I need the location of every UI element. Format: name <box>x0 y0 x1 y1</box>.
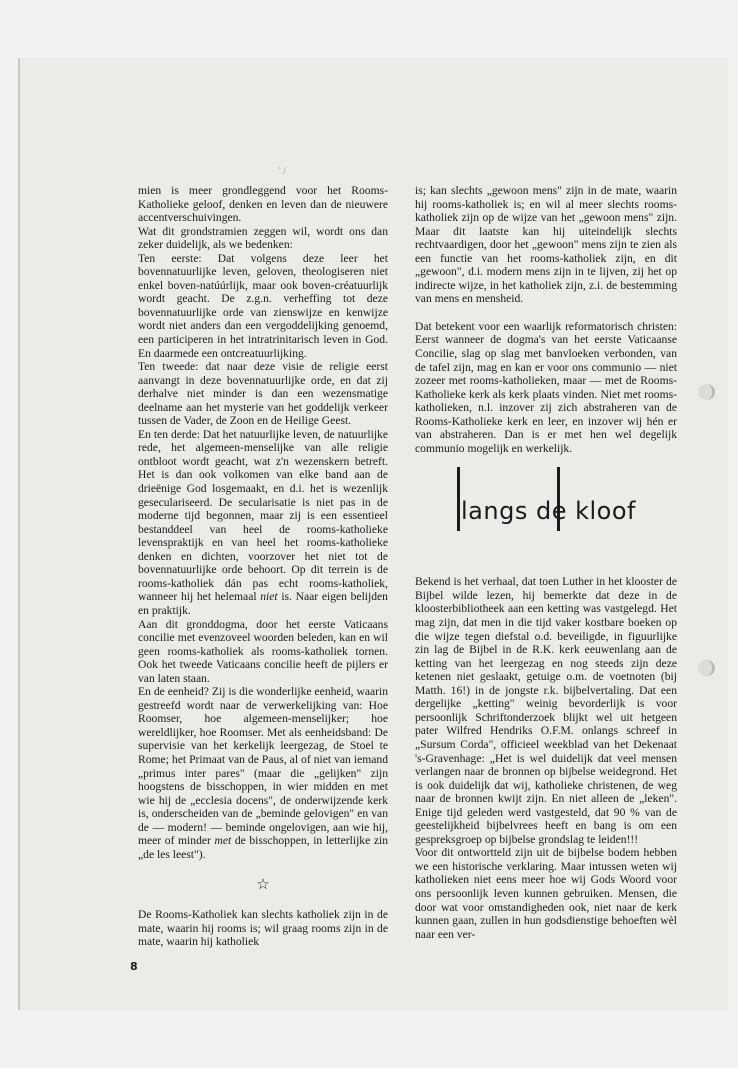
paragraph-text: is. Naar eigen belijden en praktijk. <box>138 590 388 617</box>
paragraph: De Rooms-Katholiek kan slechts katholiek zijn in de mate, waarin hij rooms is; wil graag rooms zijn in de mate, waarin hij katholiek <box>138 908 388 949</box>
paragraph: Aan dit gronddogma, door het eerste Vaticaans concilie met evenzoveel woorden beleden, kan en wil geen rooms-katholiek als rooms-katholiek tornen. Ook het tweede Vaticaans concilie heeft de pijlers er van laten staan. <box>138 617 388 685</box>
paragraph: mien is meer grondleggend voor het Rooms-Katholieke geloof, denken en leven dan de nieuwere accentverschuivingen. <box>138 184 388 225</box>
paragraph <box>138 685 388 861</box>
paragraph-text: En ten derde: Dat het natuurlijke leven, de natuurlijke rede, het algemeen-menselijke van alle religie ontbloot wordt geacht, wat z'n wezenskern betreft. Het is dan ook volkomen van elke band aan de drieënige God losgemaakt, en d.i. het is wezenlijk geseculariseerd. De secularisatie is niet pas in de moderne tijd begonnen, maar zij is een essentieel bestanddeel van heel de rooms-katholieke levenspraktijk en van heel het rooms-katholieke denken en dichten, voorzover het niet tot de bovennatuurlijke orde behoort. Op dit terrein is de rooms-katholiek dán pas echt rooms-katholiek, wanneer hij het helemaal <box>138 427 388 604</box>
punch-hole-icon <box>698 660 715 676</box>
punch-hole-icon <box>698 384 715 400</box>
paragraph: Ten tweede: dat naar deze visie de religie eerst aanvangt in deze bovennatuurlijke orde, en dat zij derhalve niet minder is dan een wezensmatige deelname aan het mysterie van het goddelijk verkeer tussen de Vader, de Zoon en de Heilige Geest. <box>138 360 388 428</box>
heading-bar-decoration <box>457 467 460 531</box>
left-column <box>138 184 388 949</box>
paragraph-text: En de eenheid? Zij is die wonderlijke eenheid, waarin gestreefd wordt naar de verwerkelijking van: Hoe Roomser, hoe algemeen-menselijker; hoe wereldlijker, hoe Roomser. Met als eenheidsband: De supervisie van het kerkelijk leergezag, de Stoel te Rome; het Primaat van de Paus, al of niet van iemand „primus inter pares" (maar die „gelijken" zijn hoogstens de bisschoppen, in wier midden en met wie hij de „ecclesia docens", de onderwijzende kerk is, onderscheiden van de „beminde gelovigen" en van de — modern! — beminde ongelovigen, aan wie hij, meer of minder <box>138 685 388 848</box>
heading-title: langs de kloof <box>461 497 636 526</box>
paragraph: Wat dit grondstramien zeggen wil, wordt ons dan zeker duidelijk, als we bedenken: <box>138 224 388 252</box>
paragraph-text: de bisschoppen, in letterlijke zin „de les leest"). <box>138 834 388 861</box>
paragraph: Bekend is het verhaal, dat toen Luther in het klooster de Bijbel wilde lezen, hij bemerkte dat deze in de kloosterbibliotheek aan een ketting was vastgelegd. Het mag zijn, dat men in die tijd vaker kostbare boeken op die wijze tegen diefstal o.d. beveiligde, in figuurlijke zin lag de Bijbel in de R.K. kerk eeuwenlang aan de ketting van het leergezag en nog steeds zijn deze ketenen niet geslaakt, getuige o.m. de voetnoten (bij Matth. 16!) in de jongste r.k. bijbelvertaling. Dat een dergelijke „ketting" weinig bevorderlijk is voor persoonlijk Schriftonderzoek blijkt wel uit hetgeen pater Wilfred Hendriks O.F.M. onlangs schreef in „Sursum Corda", officieel weekblad van het Dekenaat 's-Gravenhage: „Het is wel duidelijk dat veel mensen verlangen naar de bronnen op bijbelse weidegrond. Het is ook duidelijk dat wij, katholieke christenen, de weg naar de bronnen kwijt zijn. En niet alleen de „leken". Enige tijd geleden werd vastgesteld, dat 90 % van de geestelijkheid bijbelvrees heeft en bang is om een gespreksgroep op bijbelse grondslag te leiden!!! <box>415 575 677 846</box>
paragraph-gap <box>415 306 677 320</box>
page-number: 8 <box>130 960 138 973</box>
emphasis: niet <box>260 590 278 604</box>
paragraph: is; kan slechts „gewoon mens" zijn in de mate, waarin hij rooms-katholiek is; en wil al meer slechts rooms-katholiek zijn op de wijze van het „gewoon mens" zijn. Maar dit laatste kan hij uiteindelijk slechts rechtvaardigen, door het „gewoon" mens zijn te zien als een functie van het rooms-katholiek zijn, en dit „gewoon", d.i. modern mens zijn in te lijven, zij het op indirecte wijze, in het katholiek zijn, z.i. de bestemming van mens en mensheid. <box>415 184 677 306</box>
scan-mark: ` / <box>278 166 286 176</box>
paragraph <box>138 428 388 618</box>
right-column <box>415 184 677 941</box>
emphasis: met <box>214 834 232 848</box>
star-separator-icon: ☆ <box>256 877 270 894</box>
paragraph: Voor dit ontwortteld zijn uit de bijbelse bodem hebben we een historische verklaring. Maar intussen weten wij katholieken niet eens meer hoe wij Gods Woord voor ons persoonlijk leven kunnen gebruiken. Mensen, die door wat voor omstandigheden ook, niet naar de kerk kunnen gaan, zullen in hun godsdienstige behoeften wèl naar een ver- <box>415 846 677 941</box>
paragraph: Ten eerste: Dat volgens deze leer het bovennatuurlijke leven, geloven, theologiseren niet enkel boven-natúúrlijk, maar ook boven-créatuurlijk wordt geacht. De z.g.n. verheffing tot deze bovennatuurlijke orde van zienswijze en kenwijze wordt niet anders dan een vergoddelijking genoemd, een participeren in het intratrinitarisch leven in God. En daarmede een ontcreatuurlijking. <box>138 251 388 360</box>
paragraph: Dat betekent voor een waarlijk reformatorisch christen: Eerst wanneer de dogma's van het eerste Vaticaanse Concilie, slag op slag met banvloeken verbonden, van de tafel zijn, mag en kan er voor ons communio — niet zozeer met rooms-katholieken, maar — met de Rooms-Katholieke kerk als kerk plaats vinden. Niet met rooms-katholieken, n.l. inzover zij zich abstraheren van de Rooms-Katholieke kerk en leer, en inzover wij hén er van abstraheren. Dan is er met hen wel degelijk communio mogelijk en werkelijk. <box>415 319 677 455</box>
magazine-page <box>18 58 728 1010</box>
section-heading <box>415 467 677 555</box>
